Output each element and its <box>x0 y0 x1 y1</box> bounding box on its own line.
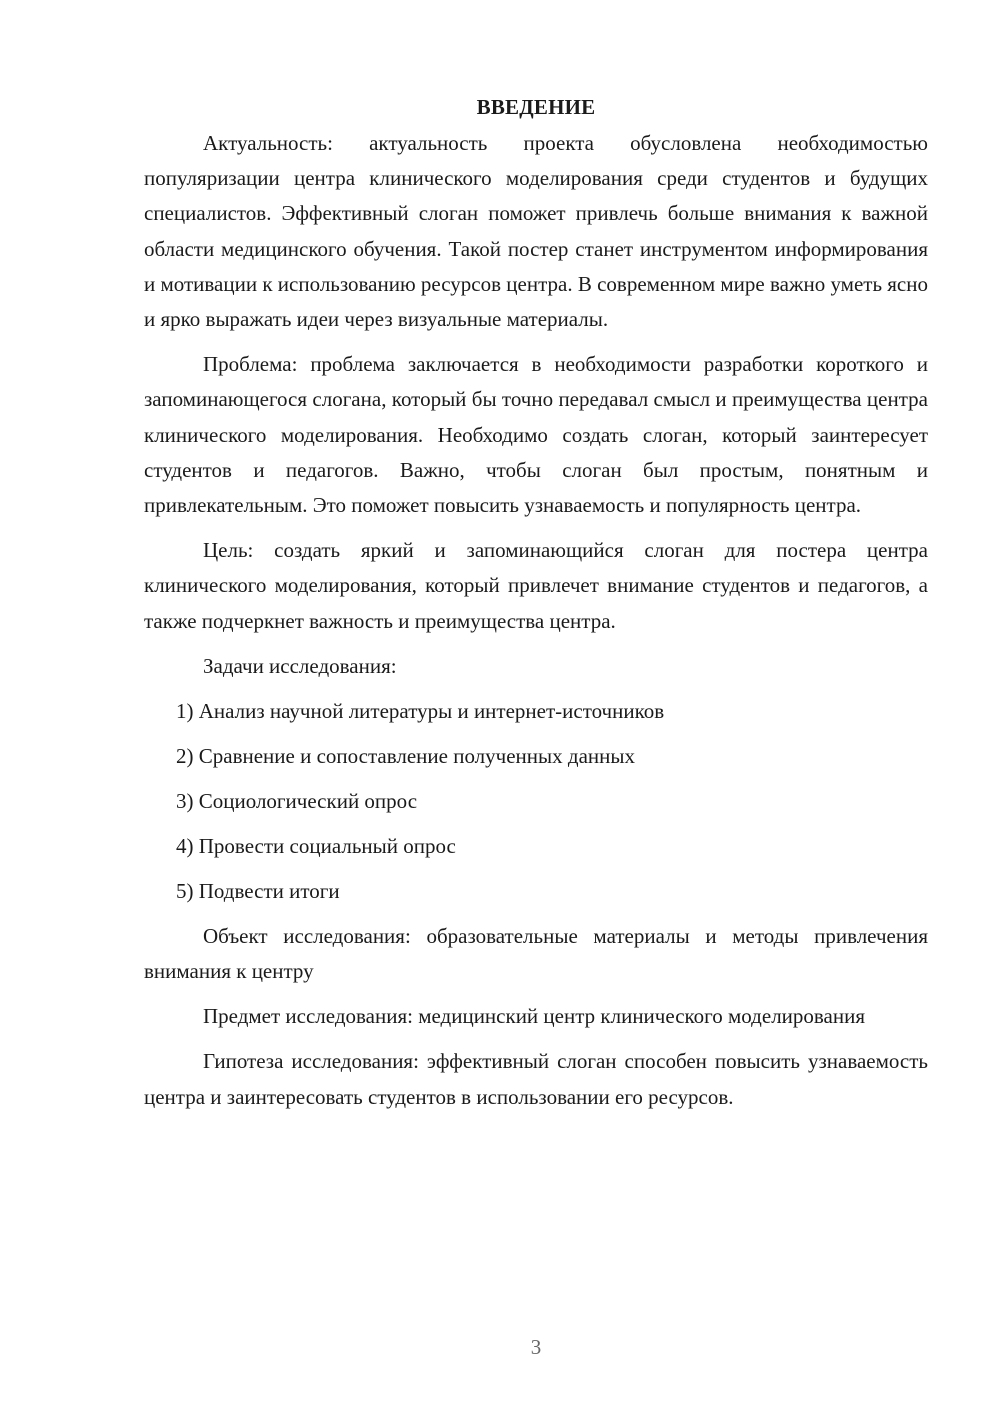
relevance-paragraph: Актуальность: актуальность проекта обусловлена необходимостью популяризации центра клинического моделирования среди студентов и будущих специалистов. Эффективный слоган поможет привлечь больше внимания к важной области медицинского обучения. Такой постер станет инструментом информирования и мотивации к использованию ресурсов центра. В современном мире важно уметь ясно и ярко выражать идеи через визуальные материалы. <box>144 131 928 332</box>
goal-paragraph: Цель: создать яркий и запоминающийся слоган для постера центра клинического моделирования, который привлечет внимание студентов и педагогов, а также подчеркнет важность и преимущества центра. <box>144 538 928 633</box>
page-number: 3 <box>530 1335 542 1359</box>
subject-paragraph: Предмет исследования: медицинский центр клинического моделирования <box>203 1004 866 1029</box>
tasks-list <box>144 694 928 909</box>
task-item: 3) Социологический опрос <box>176 788 418 813</box>
tasks-title: Задачи исследования: <box>203 653 397 678</box>
task-item: 4) Провести социальный опрос <box>176 833 456 858</box>
task-item: 1) Анализ научной литературы и интернет-источников <box>176 698 665 723</box>
problem-paragraph: Проблема: проблема заключается в необходимости разработки короткого и запоминающегося слогана, который бы точно передавал смысл и преимущества центра клинического моделирования. Необходимо создать слоган, который заинтересует студентов и педагогов. Важно, чтобы слоган был простым, понятным и привлекательным. Это поможет повысить узнаваемость и популярность центра. <box>144 352 928 518</box>
page-content <box>144 90 928 1125</box>
object-paragraph: Объект исследования: образовательные материалы и методы привлечения внимания к центру <box>144 923 928 984</box>
section-heading: ВВЕДЕНИЕ <box>476 95 596 119</box>
task-item: 5) Подвести итоги <box>176 878 340 903</box>
hypothesis-paragraph: Гипотеза исследования: эффективный слоган способен повысить узнаваемость центра и заинтересовать студентов в использовании его ресурсов. <box>144 1049 928 1109</box>
task-item: 2) Сравнение и сопоставление полученных данных <box>176 743 635 768</box>
